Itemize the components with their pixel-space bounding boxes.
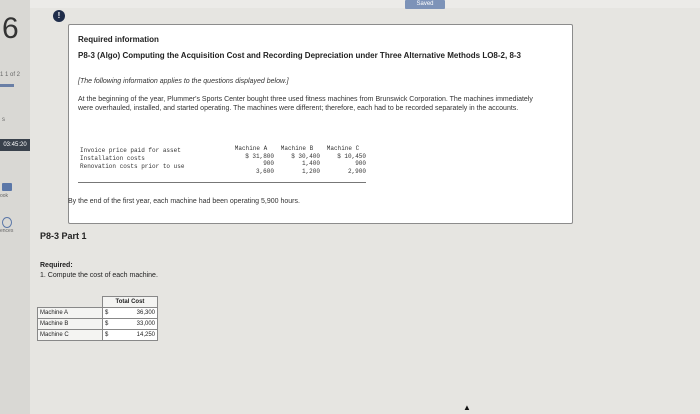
machines-table: [228, 145, 366, 175]
problem-note: [The following information applies to the questions displayed below.]: [78, 78, 289, 85]
problem-description: At the beginning of the year, Plummer's Sports Center bought three used fitness machines from Brunswick Corporation. The machines immediately were overhauled, installed, and started operating. The machines were different; therefore, each had to be recorded separately in the accounts.: [78, 96, 533, 112]
sidebar-mark: s: [2, 117, 5, 123]
question-number: 6: [2, 12, 19, 45]
machine-c-label: Machine C: [38, 330, 103, 341]
invoice-machine-b: $ 30,400: [291, 152, 320, 160]
table-rule: [78, 182, 366, 183]
mouse-cursor-icon: ▲: [463, 403, 471, 412]
progress-tab: [0, 84, 14, 87]
row-label-installation: Installation costs: [80, 155, 145, 162]
table-row: [38, 308, 158, 319]
machine-a-label: Machine A: [38, 308, 103, 319]
references-icon[interactable]: [2, 217, 12, 228]
header-machine-b: Machine B: [280, 145, 314, 152]
instruction-text: 1. Compute the cost of each machine.: [40, 272, 158, 279]
part-title: P8-3 Part 1: [40, 231, 87, 241]
machine-c-cost-input[interactable]: 14,250: [117, 330, 158, 341]
machine-a-cost-input[interactable]: 36,300: [117, 308, 158, 319]
renovation-machine-c: 2,900: [347, 167, 366, 175]
invoice-machine-a: $ 31,800: [245, 152, 274, 160]
timer: 03:45:20: [0, 139, 30, 151]
required-information-heading: Required information: [78, 35, 159, 44]
row-label-invoice: Invoice price paid for asset: [80, 147, 181, 154]
installation-machine-a: 900: [263, 160, 274, 167]
machine-row-labels: [80, 147, 184, 171]
dollar-sign: $: [103, 308, 118, 319]
top-bar: [0, 0, 700, 8]
invoice-machine-c: $ 10,450: [337, 152, 366, 160]
saved-indicator: Saved: [405, 0, 445, 9]
alert-icon: !: [53, 10, 65, 22]
total-cost-header: Total Cost: [103, 297, 158, 308]
installation-machine-b: 1,400: [301, 160, 320, 167]
ebook-icon[interactable]: [2, 183, 12, 191]
table-row: [38, 319, 158, 330]
header-machine-c: Machine C: [326, 145, 360, 152]
machine-b-label: Machine B: [38, 319, 103, 330]
row-label-renovation: Renovation costs prior to use: [80, 163, 185, 170]
total-cost-table: [37, 296, 158, 341]
page-count: 1 1 of 2: [0, 72, 21, 78]
dollar-sign: $: [103, 319, 118, 330]
dollar-sign: $: [103, 330, 118, 341]
machine-b-cost-input[interactable]: 33,000: [117, 319, 158, 330]
required-label: Required:: [40, 262, 73, 269]
table-row: [38, 330, 158, 341]
installation-machine-c: 900: [355, 160, 366, 167]
renovation-machine-b: 1,200: [301, 167, 320, 175]
ebook-label[interactable]: ook: [0, 193, 9, 199]
operating-hours-text: By the end of the first year, each machine had been operating 5,900 hours.: [68, 198, 300, 205]
references-label[interactable]: ences: [0, 228, 14, 234]
problem-title: P8-3 (Algo) Computing the Acquisition Cost and Recording Depreciation under Three Alternative Methods LO8-2, 8-3: [78, 51, 522, 60]
left-sidebar: [0, 0, 30, 414]
header-machine-a: Machine A: [234, 145, 268, 152]
renovation-machine-a: 3,600: [255, 167, 274, 175]
